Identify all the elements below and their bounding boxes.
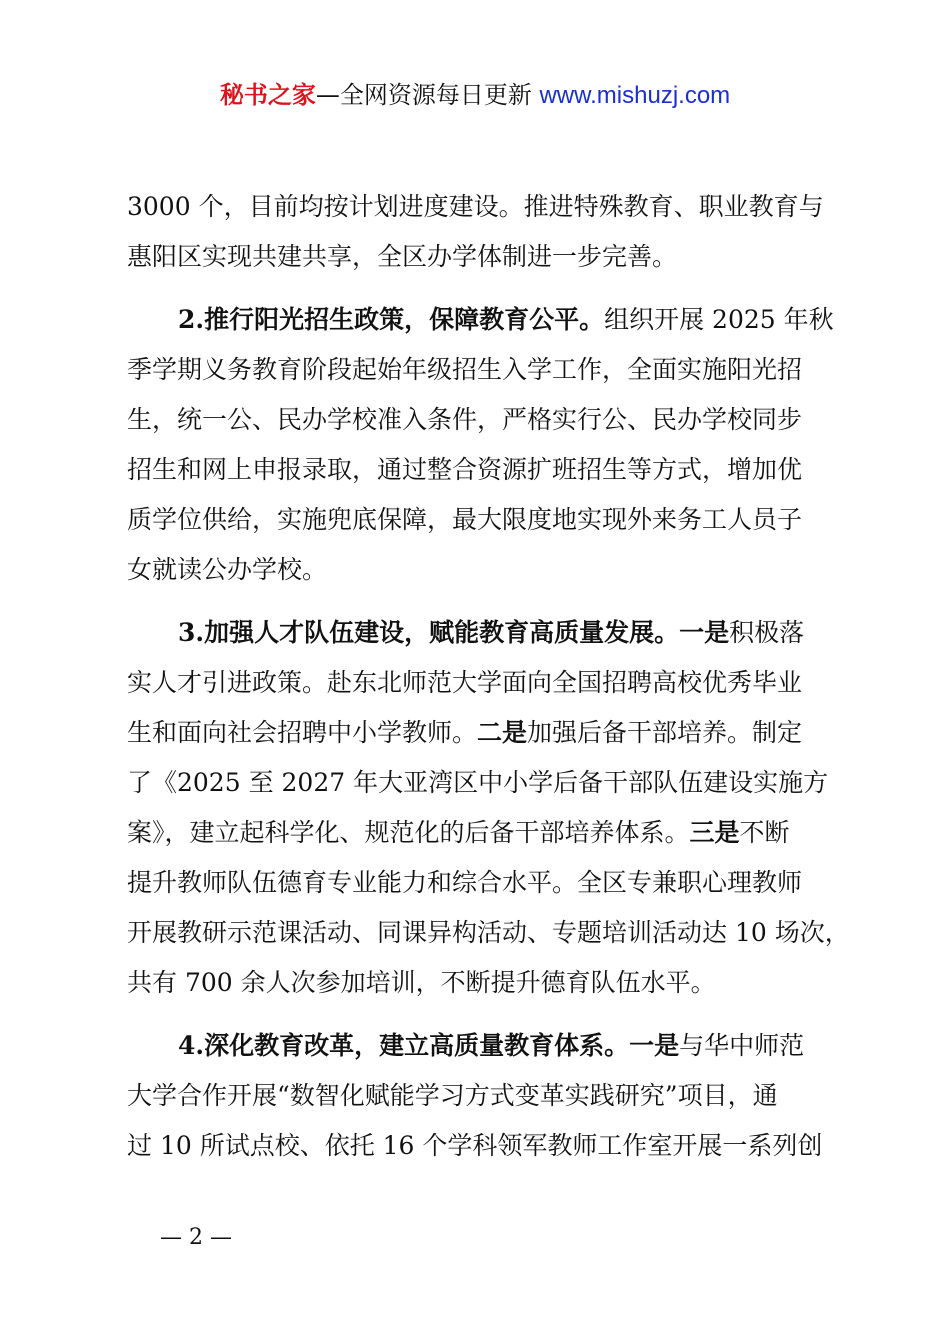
text-segment: 生和面向社会招聘中小学教师。 xyxy=(127,718,478,747)
text-line xyxy=(127,450,802,490)
text-segment: 实人才引进政策。赴东北师范大学面向全国招聘高校优秀毕业 xyxy=(127,668,803,697)
text-segment: 开展教研示范课活动、同课异构活动、专题培训活动达 10 场次， xyxy=(127,918,850,947)
site-header xyxy=(0,78,950,113)
text-segment: 质学位供给，实施兜底保障，最大限度地实现外来务工人员子 xyxy=(127,505,803,534)
text-segment: 不断 xyxy=(739,818,790,847)
text-segment: 积极落 xyxy=(729,618,805,647)
text-segment: 组织开展 2025 年秋 xyxy=(604,305,834,334)
bold-text-segment: 二是 xyxy=(477,718,528,747)
text-line xyxy=(127,500,802,540)
text-line xyxy=(127,550,327,590)
text-segment: 加强后备干部培养。制定 xyxy=(527,718,803,747)
bold-text-segment: 4.深化教育改革，建立高质量教育体系。一是 xyxy=(178,1031,680,1060)
text-segment: 了《2025 至 2027 年大亚湾区中小学后备干部队伍建设实施方 xyxy=(127,768,829,797)
text-line xyxy=(127,713,802,753)
text-line xyxy=(127,763,828,803)
text-segment: 季学期义务教育阶段起始年级招生入学工作，全面实施阳光招 xyxy=(127,355,803,384)
text-line xyxy=(127,1126,822,1166)
text-line xyxy=(127,187,824,227)
text-segment: 女就读公办学校。 xyxy=(127,555,328,584)
text-segment: 3000 个，目前均按计划进度建设。推进特殊教育、职业教育与 xyxy=(127,192,824,221)
text-line xyxy=(127,237,677,277)
text-segment: 生，统一公、民办学校准入条件，严格实行公、民办学校同步 xyxy=(127,405,803,434)
text-line xyxy=(127,1076,778,1116)
text-line xyxy=(178,613,804,653)
text-line xyxy=(178,1026,804,1066)
bold-text-segment: 3.加强人才队伍建设，赋能教育高质量发展。一是 xyxy=(178,618,730,647)
site-url-link[interactable]: www.mishuzj.com xyxy=(539,82,731,109)
text-line xyxy=(127,963,716,1003)
text-line xyxy=(127,913,850,953)
text-line xyxy=(127,663,802,703)
text-segment: 大学合作开展“数智化赋能学习方式变革实践研究”项目，通 xyxy=(127,1081,778,1110)
text-segment: 过 10 所试点校、依托 16 个学科领军教师工作室开展一系列创 xyxy=(127,1131,823,1160)
text-segment: 共有 700 余人次参加培训，不断提升德育队伍水平。 xyxy=(127,968,716,997)
text-segment: 惠阳区实现共建共享，全区办学体制进一步完善。 xyxy=(127,242,678,271)
brand-name: 秘书之家 xyxy=(219,81,316,109)
text-line xyxy=(178,300,834,340)
text-segment: 与华中师范 xyxy=(679,1031,805,1060)
page-number: — 2 — xyxy=(160,1225,232,1250)
text-line xyxy=(127,813,790,853)
header-tagline: —全网资源每日更新 xyxy=(315,81,540,109)
text-line xyxy=(127,350,802,390)
bold-text-segment: 2.推行阳光招生政策，保障教育公平。 xyxy=(178,305,605,334)
text-segment: 案》，建立起科学化、规范化的后备干部培养体系。 xyxy=(127,818,690,847)
text-line xyxy=(127,863,802,903)
text-segment: 招生和网上申报录取，通过整合资源扩班招生等方式，增加优 xyxy=(127,455,803,484)
text-line xyxy=(127,400,802,440)
bold-text-segment: 三是 xyxy=(689,818,740,847)
text-segment: 提升教师队伍德育专业能力和综合水平。全区专兼职心理教师 xyxy=(127,868,803,897)
